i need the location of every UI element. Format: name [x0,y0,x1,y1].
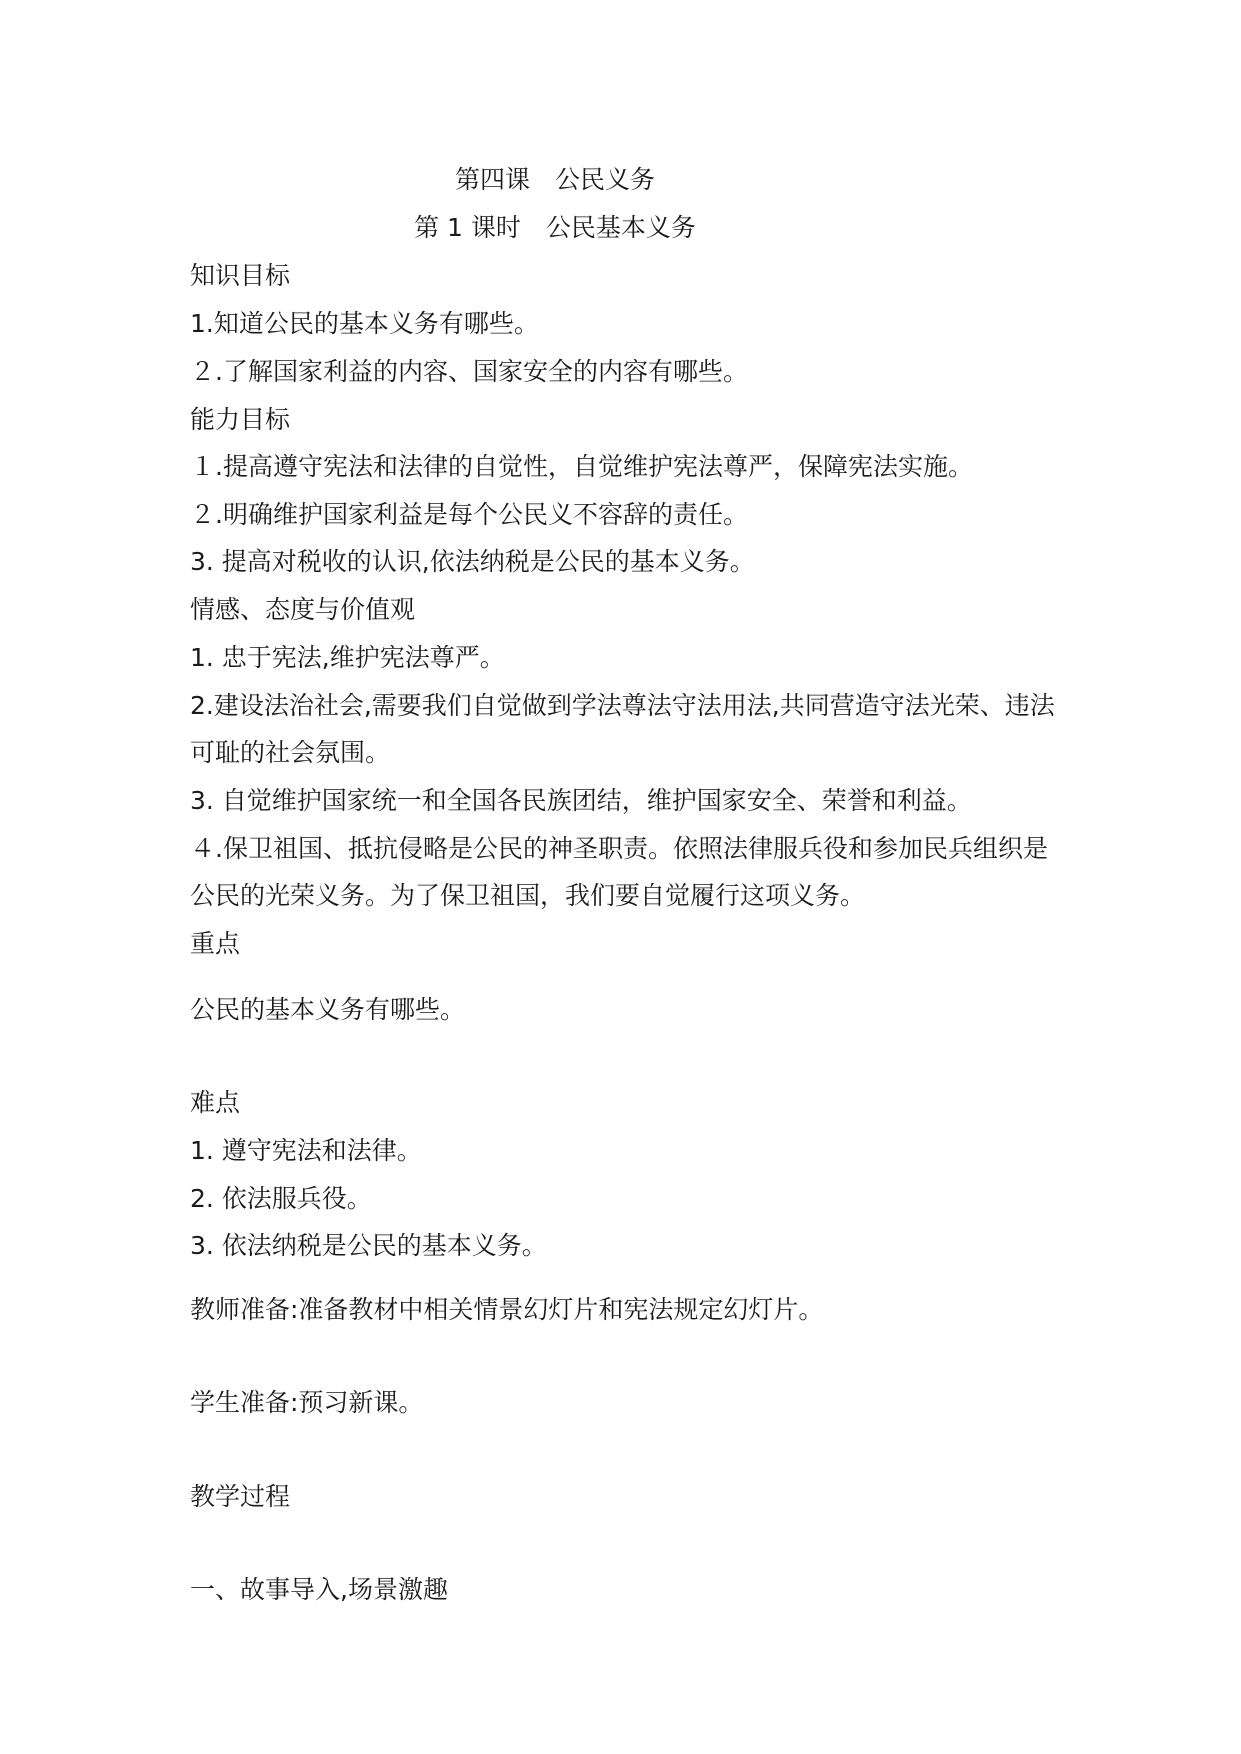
knowledge-goal-item: 1.知道公民的基本义务有哪些。 [190,309,539,338]
section-one-heading: 一、故事导入,场景激趣 [190,1575,448,1604]
knowledge-goal-item: ２.了解国家利益的内容、国家安全的内容有哪些。 [190,357,748,386]
emotion-goal-item: ４.保卫祖国、抵抗侵略是公民的神圣职责。依照法律服兵役和参加民兵组织是 [190,834,1048,863]
key-points-text: 公民的基本义务有哪些。 [190,995,466,1024]
ability-goal-item: １.提高遵守宪法和法律的自觉性，自觉维护宪法尊严，保障宪法实施。 [190,452,973,481]
ability-goal-item: ２.明确维护国家利益是每个公民义不容辞的责任。 [190,500,748,529]
emotion-goal-item: 公民的光荣义务。为了保卫祖国，我们要自觉履行这项义务。 [190,881,866,910]
lesson-title: 第四课 公民义务 [454,165,655,194]
difficulty-item: 2. 依法服兵役。 [190,1184,372,1213]
emotion-goals-heading: 情感、态度与价值观 [190,595,416,624]
difficulties-heading: 难点 [190,1088,241,1117]
emotion-goal-item: 1. 忠于宪法,维护宪法尊严。 [190,643,505,672]
ability-goals-heading: 能力目标 [190,405,291,434]
emotion-goal-item: 可耻的社会氛围。 [190,738,391,767]
knowledge-goals-heading: 知识目标 [190,261,291,290]
difficulty-item: 1. 遵守宪法和法律。 [190,1136,422,1165]
lesson-subtitle: 第 1 课时 公民基本义务 [414,213,696,242]
student-prep: 学生准备:预习新课。 [190,1388,424,1417]
teaching-process-heading: 教学过程 [190,1482,291,1511]
difficulty-item: 3. 依法纳税是公民的基本义务。 [190,1231,547,1260]
emotion-goal-item: 3. 自觉维护国家统一和全国各民族团结，维护国家安全、荣誉和利益。 [190,786,972,815]
emotion-goal-item: 2.建设法治社会,需要我们自觉做到学法尊法守法用法,共同营造守法光荣、违法 [190,691,1055,720]
key-points-heading: 重点 [190,929,241,958]
teacher-prep: 教师准备:准备教材中相关情景幻灯片和宪法规定幻灯片。 [190,1295,824,1324]
ability-goal-item: 3. 提高对税收的认识,依法纳税是公民的基本义务。 [190,547,755,576]
